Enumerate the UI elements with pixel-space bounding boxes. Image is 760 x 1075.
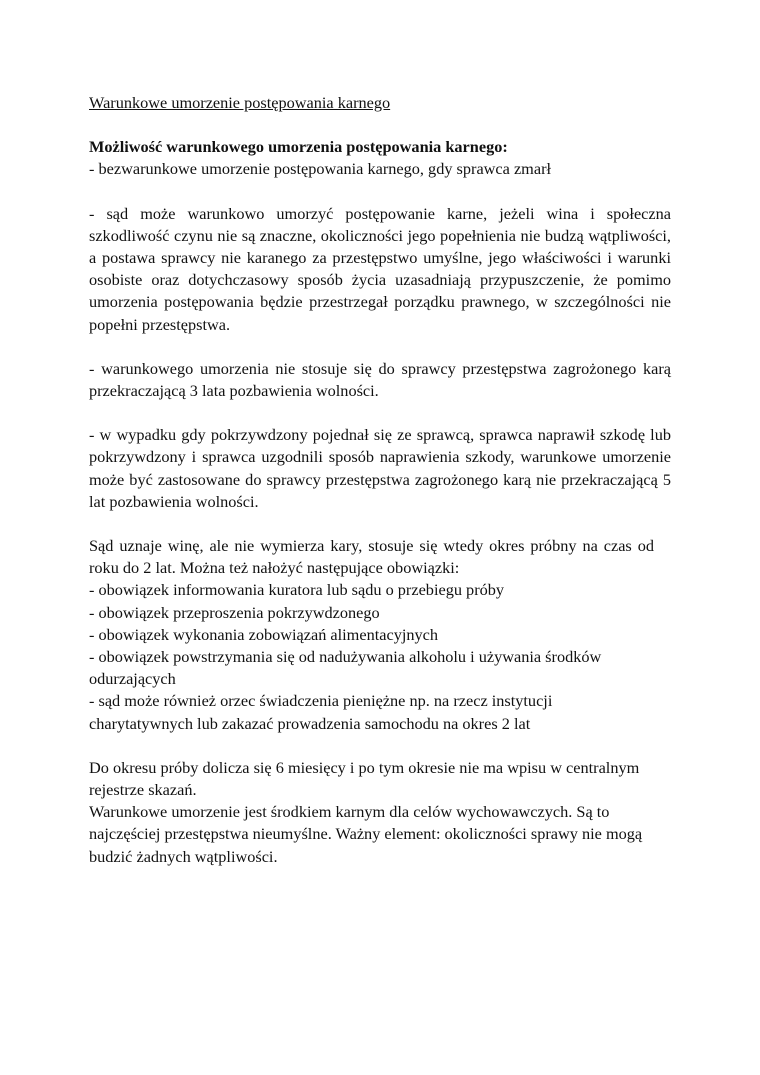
point-reconciliation-5-years: - w wypadku gdy pokrzywdzony pojednał się ze sprawcą, sprawca naprawił szkodę lub pokrzywdzony i sprawca uzgodnili sposób naprawienia szkody, warunkowe umorzenie może być zastosowane do sprawcy przestępstwa zagrożonego karą nie przekraczającą 5 lat pozbawienia wolności. bbox=[89, 425, 671, 511]
spacer bbox=[89, 735, 671, 757]
list-item: - obowiązek informowania kuratora lub sądu o przebiegu próby bbox=[89, 580, 505, 600]
point-deceased-offender: - bezwarunkowe umorzenie postępowania karnego, gdy sprawca zmarł bbox=[89, 159, 552, 179]
spacer bbox=[89, 513, 671, 535]
document-title: Warunkowe umorzenie postępowania karnego bbox=[89, 93, 391, 112]
spacer bbox=[89, 336, 671, 358]
document-page bbox=[89, 92, 671, 868]
obligations-list bbox=[89, 579, 654, 734]
list-item: - obowiązek powstrzymania się od nadużywania alkoholu i używania środków odurzających bbox=[89, 647, 602, 689]
paragraph-probation: Sąd uznaje winę, ale nie wymierza kary, stosuje się wtedy okres próbny na czas od roku do 2 lat. Można też nałożyć następujące obowiązki: bbox=[89, 536, 654, 578]
point-conditional-discontinuation: - sąd może warunkowo umorzyć postępowanie karne, jeżeli wina i społeczna szkodliwość czynu nie są znaczne, okoliczności jego popełnienia nie budzą wątpliwości, a postawa sprawcy nie karanego za przestępstwo umyślne, jego właściwości i warunki osobiste oraz dotychczasowy sposób życia uzasadniają przypuszczenie, że pomimo umorzenia postępowania będzie przestrzegał porządku prawnego, w szczególności nie popełni przestępstwa. bbox=[89, 203, 671, 334]
paragraph-probation-extension: Do okresu próby dolicza się 6 miesięcy i po tym okresie nie ma wpisu w centralnym rejestrze skazań. bbox=[89, 757, 640, 800]
list-item: - sąd może również orzec świadczenia pieniężne np. na rzecz instytucji charytatywnych lub zakazać prowadzenia samochodu na okres 2 lat bbox=[89, 691, 553, 733]
section-heading: Możliwość warunkowego umorzenia postępowania karnego: bbox=[89, 137, 508, 157]
paragraph-educational-purpose: Warunkowe umorzenie jest środkiem karnym dla celów wychowawczych. Są to najczęściej przestępstwa nieumyślne. Ważny element: okoliczności sprawy nie mogą budzić żadnych wątpliwości. bbox=[89, 802, 643, 866]
spacer bbox=[89, 402, 671, 424]
list-item: - obowiązek przeproszenia pokrzywdzonego bbox=[89, 602, 380, 622]
point-exclusion-3-years: - warunkowego umorzenia nie stosuje się do sprawcy przestępstwa zagrożonego karą przekraczającą 3 lata pozbawienia wolności. bbox=[89, 358, 671, 401]
list-item: - obowiązek wykonania zobowiązań alimentacyjnych bbox=[89, 624, 439, 644]
spacer bbox=[89, 181, 671, 203]
